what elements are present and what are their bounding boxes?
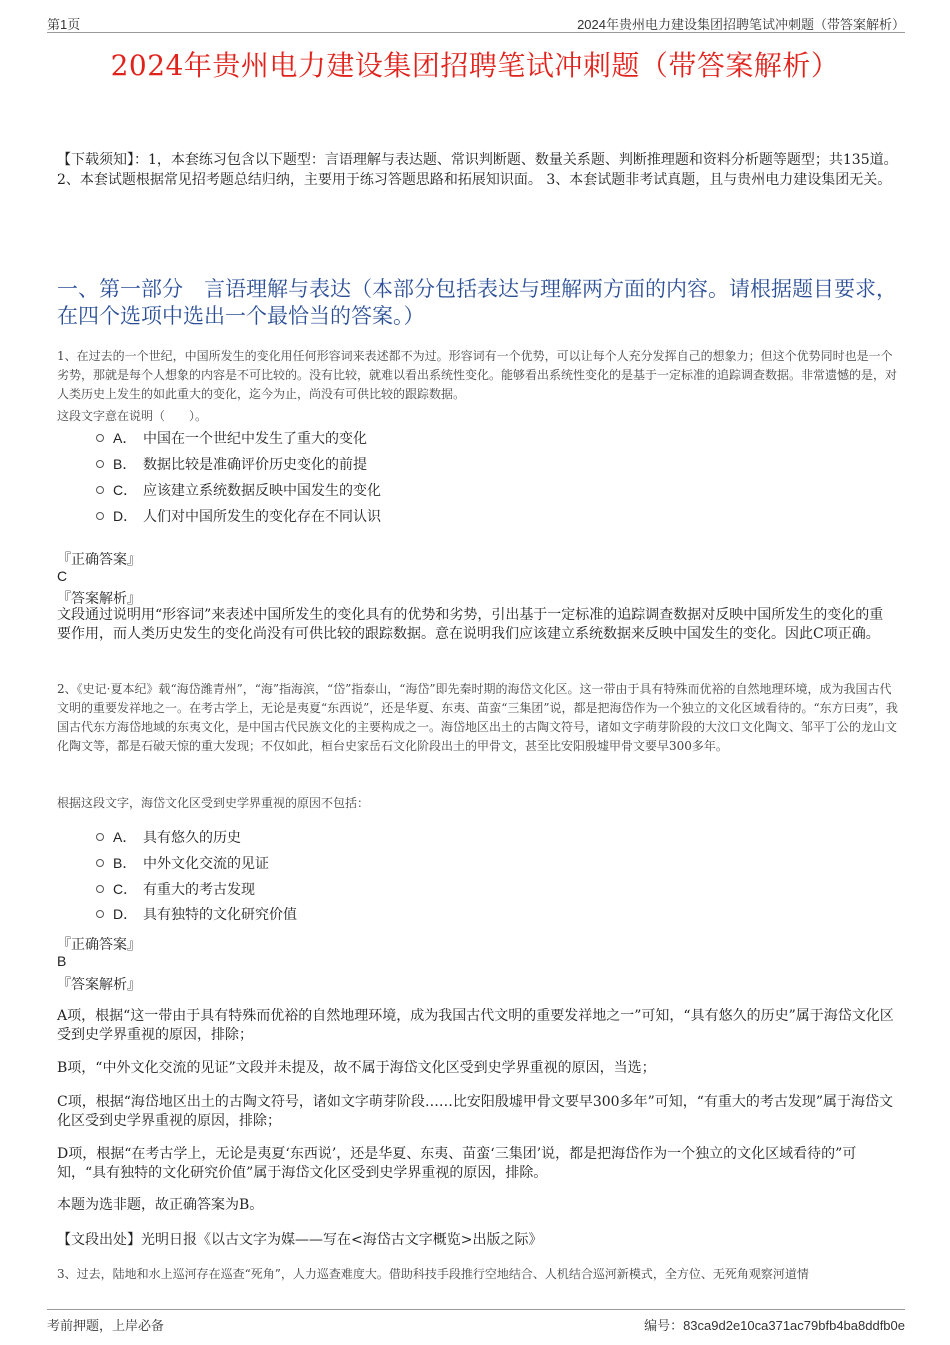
- option-text: 中外文化交流的见证: [143, 856, 269, 872]
- header-doc-title: 2024年贵州电力建设集团招聘笔试冲刺题（带答案解析）: [577, 17, 905, 32]
- q2-answer-label: 『正确答案』: [57, 937, 141, 953]
- option-text: 人们对中国所发生的变化存在不同认识: [143, 509, 381, 525]
- option-letter: D．: [113, 906, 138, 922]
- download-notice: 【下载须知】：1，本套练习包含以下题型：言语理解与表达题、常识判断题、数量关系题、判断推理题和资料分析题等题型；共135道。 2、本套试题根据常见招考题总结归纳，主要用于练习答题思路和拓展知识面。 3、本套试题非考试真题，且与贵州电力建设集团无关。: [57, 152, 898, 188]
- radio-icon[interactable]: [96, 833, 104, 841]
- q1-option-d[interactable]: [96, 506, 381, 526]
- option-letter: D．: [113, 508, 138, 524]
- q2-explanation-a: A项，根据“这一带由于具有特殊而优裕的自然地理环境，成为我国古代文明的重要发祥地之一”可知，“具有悠久的历史”属于海岱文化区受到史学界重视的原因，排除；: [57, 1008, 894, 1043]
- q2-option-a[interactable]: [96, 827, 241, 847]
- q1-option-c[interactable]: [96, 480, 381, 500]
- q1-option-a[interactable]: [96, 428, 367, 448]
- option-letter: C．: [113, 482, 138, 498]
- option-text: 应该建立系统数据反映中国发生的变化: [143, 483, 381, 499]
- q1-explanation: 文段通过说明用“形容词”来表述中国所发生的变化具有的优势和劣势，引出基于一定标准的追踪调查数据对反映中国所发生的变化的重要作用，而人类历史发生的变化尚没有可供比较的跟踪数据。意在说明我们应该建立系统数据来反映中国发生的变化。因此C项正确。: [57, 607, 884, 642]
- q2-answer: B: [57, 953, 67, 969]
- q2-option-b[interactable]: [96, 853, 269, 873]
- header-divider: [47, 32, 905, 33]
- option-letter: B．: [113, 456, 137, 472]
- q2-explanation-d: D项，根据“在考古学上，无论是夷夏‘东西说’，还是华夏、东夷、苗蛮‘三集团’说，都是把海岱作为一个独立的文化区域看待的”可知，“具有独特的文化研究价值”属于海岱文化区受到史学界重视的原因，排除。: [57, 1146, 857, 1181]
- q1-explain-label: 『答案解析』: [57, 591, 141, 607]
- question-1-text: 1、在过去的一个世纪，中国所发生的变化用任何形容词来表述都不为过。形容词有一个优势，可以让每个人充分发挥自己的想象力；但这个优势同时也是一个劣势，那就是每个人想象的内容是不可比较的。没有比较，就难以看出系统性变化。能够看出系统性变化的是基于一定标准的追踪调查数据。非常遗憾的是，对人类历史上发生的如此重大的变化，迄今为止，尚没有可供比较的跟踪数据。: [57, 349, 898, 401]
- option-letter: B．: [113, 855, 137, 871]
- option-text: 数据比较是准确评价历史变化的前提: [143, 457, 367, 473]
- option-text: 具有悠久的历史: [143, 830, 241, 846]
- q1-answer-label: 『正确答案』: [57, 552, 141, 568]
- question-1-prompt: 这段文字意在说明（ ）。: [57, 409, 208, 423]
- page-title: 2024年贵州电力建设集团招聘笔试冲刺题（带答案解析）: [110, 49, 840, 82]
- q2-source: 【文段出处】光明日报《以古文字为媒——写在<海岱古文字概览>出版之际》: [57, 1232, 543, 1248]
- option-text: 中国在一个世纪中发生了重大的变化: [143, 431, 367, 447]
- option-text: 具有独特的文化研究价值: [143, 907, 297, 923]
- header-page-number: 第1页: [47, 17, 81, 32]
- option-text: 有重大的考古发现: [143, 882, 255, 898]
- q2-option-d[interactable]: [96, 904, 297, 924]
- footer-slogan: 考前押题，上岸必备: [47, 1319, 165, 1334]
- q2-conclusion: 本题为选非题，故正确答案为B。: [57, 1197, 264, 1213]
- footer-doc-id: 编号：83ca9d2e10ca371ac79bfb4ba8ddfb0e: [644, 1318, 905, 1333]
- radio-icon[interactable]: [96, 859, 104, 867]
- question-2-text: 2、《史记·夏本纪》载“海岱潍青州”，“海”指海滨，“岱”指泰山，“海岱”即先秦时期的海岱文化区。这一带由于具有特殊而优裕的自然地理环境，成为我国古代文明的重要发祥地之一。在考古学上，无论是夷夏“东西说”，还是华夏、东夷、苗蛮“三集团”说，都是把海岱作为一个独立的文化区域看待的。“东方曰夷”，我国古代东方海岱地域的东夷文化，是中国古代民族文化的主要构成之一。海岱地区出土的古陶文符号，诸如文字萌芽阶段的大汶口文化陶文、邹平丁公的龙山文化陶文等，都是石破天惊的重大发现；不仅如此，桓台史家岳石文化阶段出土的甲骨文，甚至比安阳殷墟甲骨文要早300多年。: [57, 682, 898, 753]
- q2-option-c[interactable]: [96, 879, 255, 899]
- radio-icon[interactable]: [96, 486, 104, 494]
- q2-explanation-b: B项，“中外文化交流的见证”文段并未提及，故不属于海岱文化区受到史学界重视的原因，当选；: [57, 1060, 656, 1076]
- radio-icon[interactable]: [96, 512, 104, 520]
- q2-explanation-c: C项，根据“海岱地区出土的古陶文符号，诸如文字萌芽阶段……比安阳殷墟甲骨文要早300多年”可知，“有重大的考古发现”属于海岱文化区受到史学界重视的原因，排除；: [57, 1094, 894, 1129]
- radio-icon[interactable]: [96, 910, 104, 918]
- option-letter: C．: [113, 881, 138, 897]
- radio-icon[interactable]: [96, 460, 104, 468]
- option-letter: A．: [113, 430, 137, 446]
- section-heading: 一、第一部分 言语理解与表达（本部分包括表达与理解两方面的内容。请根据题目要求，在四个选项中选出一个最恰当的答案。）: [57, 277, 897, 328]
- footer-divider: [47, 1309, 905, 1310]
- question-3-text: 3、过去，陆地和水上巡河存在巡查“死角”，人力巡查难度大。借助科技手段推行空地结合、人机结合巡河新模式，全方位、无死角观察河道情: [57, 1267, 809, 1281]
- option-letter: A．: [113, 829, 137, 845]
- q1-answer: C: [57, 568, 68, 584]
- question-2-prompt: 根据这段文字，海岱文化区受到史学界重视的原因不包括：: [57, 796, 370, 810]
- radio-icon[interactable]: [96, 885, 104, 893]
- radio-icon[interactable]: [96, 434, 104, 442]
- q2-explain-label: 『答案解析』: [57, 977, 141, 993]
- q1-option-b[interactable]: [96, 454, 367, 474]
